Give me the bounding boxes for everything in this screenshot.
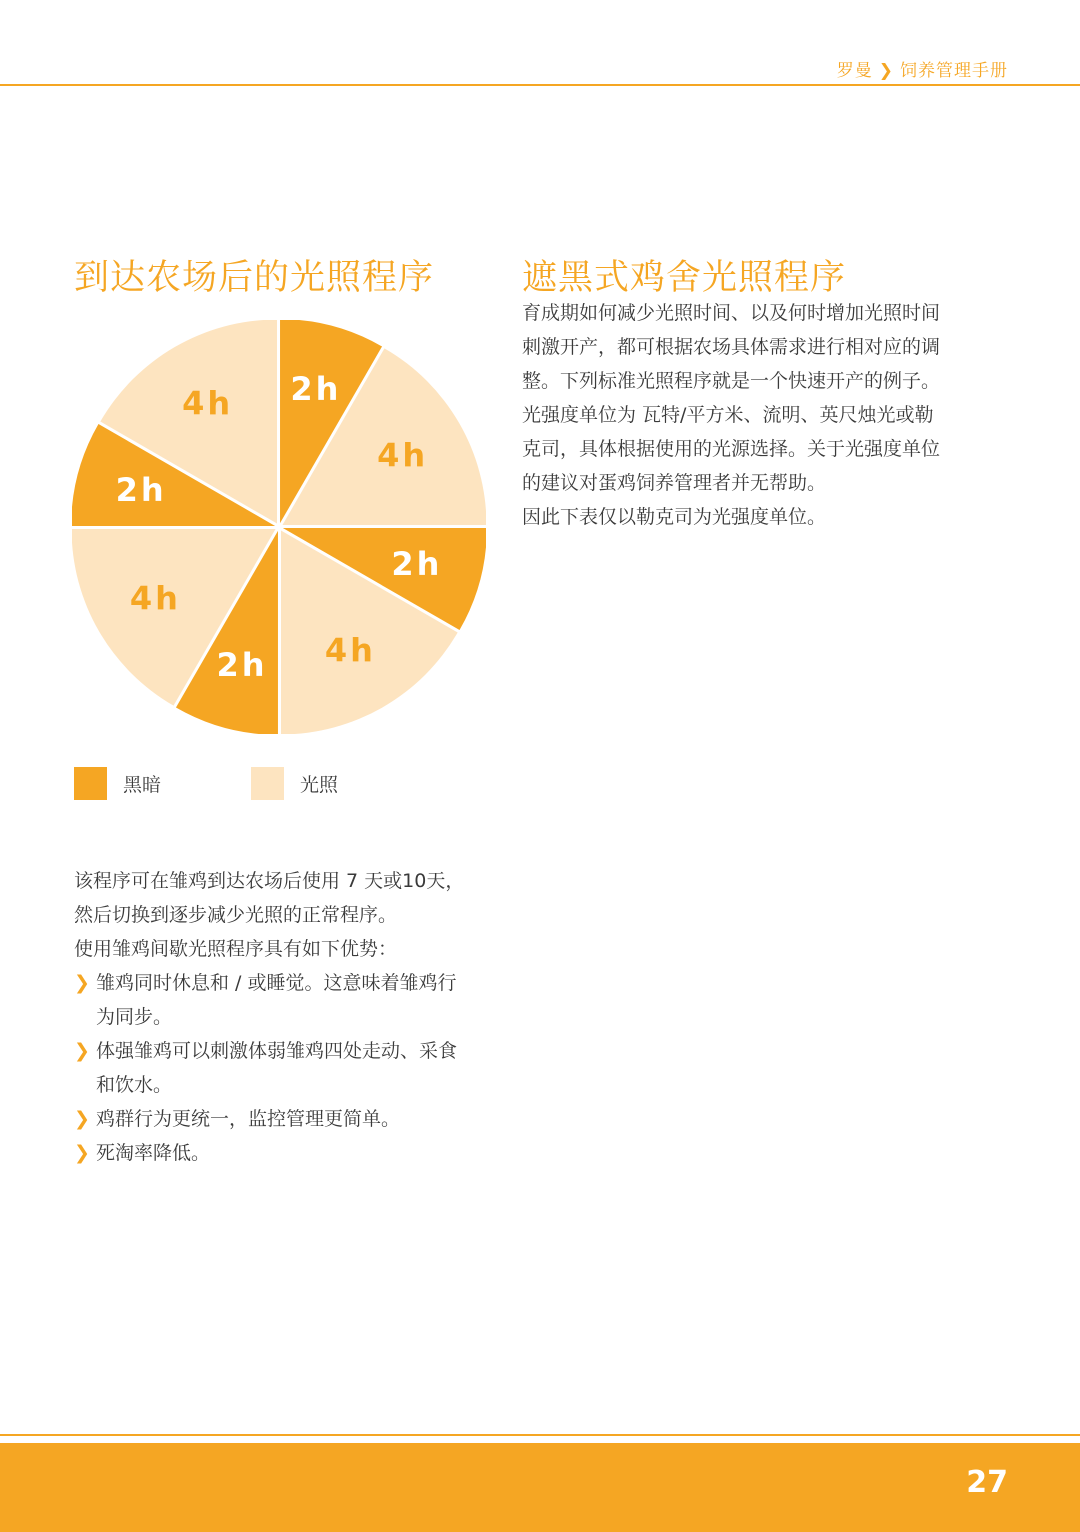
right-paragraph: 育成期如何减少光照时间、以及何时增加光照时间刺激开产，都可根据农场具体需求进行相对应的调整。下列标准光照程序就是一个快速开产的例子。	[522, 302, 941, 392]
pie-slice-label: 4h	[129, 579, 181, 618]
chevron-right-icon: ❯	[74, 1108, 90, 1130]
list-item	[74, 1102, 470, 1136]
footer-divider	[0, 1434, 1080, 1436]
list-item	[74, 1034, 470, 1102]
chevron-right-icon: ❯	[74, 1142, 90, 1164]
legend-item-dark	[74, 766, 161, 800]
list-item-text: 鸡群行为更统一，监控管理更简单。	[96, 1108, 401, 1130]
right-paragraph: 因此下表仅以勒克司为光强度单位。	[522, 506, 827, 528]
footer-band	[0, 1443, 1080, 1532]
pie-slice-label: 4h	[182, 384, 234, 423]
legend-label-dark: 黑暗	[123, 773, 162, 796]
list-item	[74, 1136, 470, 1170]
list-item-text: 体强雏鸡可以刺激体弱雏鸡四处走动、采食和饮水。	[96, 1040, 458, 1096]
right-body-text	[522, 296, 942, 534]
page-number: 27	[966, 1465, 1008, 1500]
pie-slice-label: 2h	[115, 471, 167, 510]
legend-label-light: 光照	[300, 773, 339, 796]
list-item-text: 雏鸡同时休息和 / 或睡觉。这意味着雏鸡行为同步。	[96, 972, 457, 1028]
left-section-title: 到达农场后的光照程序	[74, 258, 435, 298]
left-paragraph: 该程序可在雏鸡到达农场后使用 7 天或10天，然后切换到逐步减少光照的正常程序。	[74, 870, 465, 926]
pie-chart-svg	[72, 320, 486, 734]
header-divider	[0, 84, 1080, 86]
pie-slice-label: 2h	[290, 370, 342, 409]
list-item	[74, 966, 470, 1034]
pie-slice-label: 4h	[324, 631, 376, 670]
list-item-text: 死淘率降低。	[96, 1142, 211, 1164]
legend-item-light	[251, 766, 338, 800]
pie-slice-label: 2h	[216, 645, 268, 684]
left-body-text	[74, 864, 470, 1170]
chevron-right-icon: ❯	[74, 1040, 90, 1062]
advantages-list	[74, 966, 470, 1170]
header-brand	[837, 56, 1008, 81]
manual-title: 饲养管理手册	[900, 61, 1008, 81]
lighting-pie-chart	[72, 320, 486, 734]
pie-slice-label: 2h	[391, 544, 443, 583]
legend-swatch-dark	[74, 767, 107, 800]
brand-name: 罗曼	[836, 61, 873, 81]
chevron-right-icon: ❯	[878, 61, 894, 81]
chevron-right-icon: ❯	[74, 972, 90, 994]
legend-swatch-light	[251, 767, 284, 800]
chart-legend	[74, 766, 494, 800]
right-section-title: 遮黑式鸡舍光照程序	[522, 258, 847, 298]
pie-slice-label: 4h	[377, 436, 429, 475]
left-paragraph: 使用雏鸡间歇光照程序具有如下优势：	[74, 938, 398, 960]
right-paragraph: 光强度单位为 瓦特/平方米、流明、英尺烛光或勒克司，具体根据使用的光源选择。关于光强度单位的建议对蛋鸡饲养管理者并无帮助。	[522, 404, 941, 494]
